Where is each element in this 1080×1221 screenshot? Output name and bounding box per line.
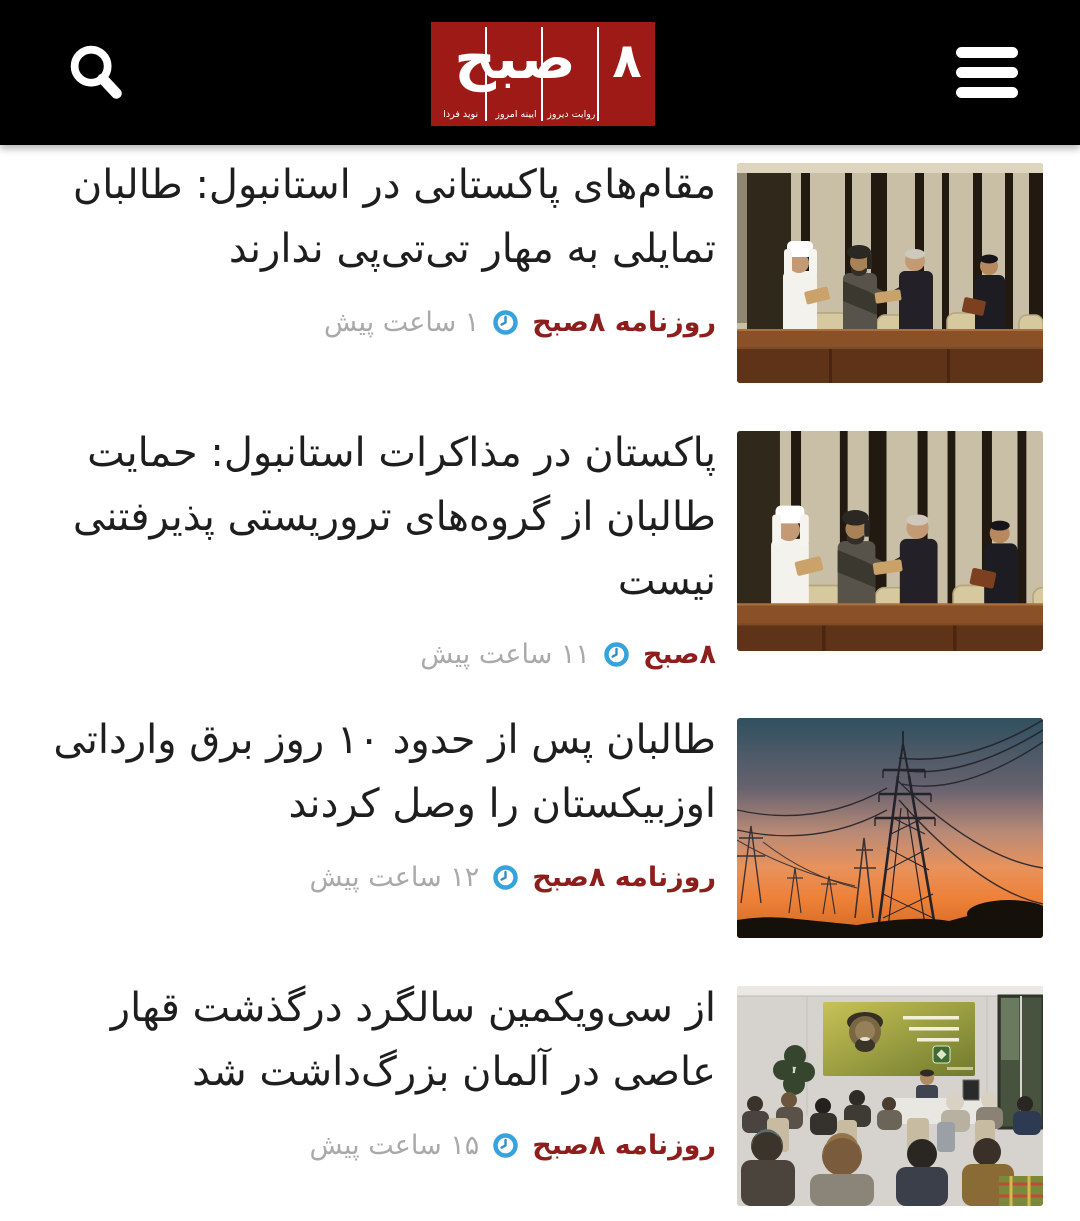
article-row — [40, 986, 1043, 1206]
article-body — [40, 718, 716, 938]
search-button[interactable] — [62, 39, 130, 107]
news-list — [0, 145, 1080, 1206]
article-thumbnail-memorial-event[interactable] — [737, 986, 1043, 1206]
logo-tagline-part: روایت دیروز — [547, 110, 596, 120]
article-timestamp: ۱۱ ساعت پیش — [420, 639, 590, 670]
article-body — [40, 163, 716, 383]
article-source-link[interactable]: روزنامه ۸صبح — [532, 307, 716, 338]
article-source-link[interactable]: روزنامه ۸صبح — [532, 862, 716, 893]
hamburger-icon — [956, 87, 1018, 98]
article-row — [40, 718, 1043, 938]
article-title-link[interactable]: از سی‌ویکمین سالگرد درگذشت قهار عاصی در آلمان بزرگ‌داشت شد — [110, 985, 716, 1095]
logo-wordmark: صبح — [454, 23, 576, 92]
menu-button[interactable] — [956, 47, 1018, 98]
article-meta — [40, 1130, 716, 1161]
article-title-link[interactable]: مقام‌های پاکستانی در استانبول: طالبان تمایلی به مهار تی‌تی‌پی ندارند — [72, 162, 716, 272]
article-title-link[interactable]: پاکستان در مذاکرات استانبول: حمایت طالبان از گروه‌های تروریستی پذیرفتنی نیست — [72, 430, 716, 604]
hamburger-icon — [956, 67, 1018, 78]
article-row — [40, 431, 1043, 670]
article-thumbnail-signing-ceremony[interactable] — [737, 163, 1043, 383]
clock-icon — [492, 864, 519, 891]
article-body — [40, 431, 716, 670]
article-meta — [40, 307, 716, 338]
article-source-link[interactable]: ۸صبح — [642, 639, 716, 670]
article-title-link[interactable]: طالبان پس از حدود ۱۰ روز برق وارداتی اوزبیکستان را وصل کردند — [53, 717, 716, 827]
article-timestamp: ۱۲ ساعت پیش — [309, 862, 480, 893]
logo-tagline — [433, 110, 599, 120]
clock-icon — [492, 309, 519, 336]
article-thumbnail-signing-ceremony-closeup[interactable] — [737, 431, 1043, 651]
logo-tagline-part: آیینه امروز — [495, 110, 537, 120]
article-body — [40, 986, 716, 1206]
memorial-event-illustration — [737, 986, 1043, 1206]
site-logo[interactable] — [431, 22, 655, 126]
clock-icon — [603, 641, 630, 668]
article-timestamp: ۱۵ ساعت پیش — [309, 1130, 480, 1161]
article-meta — [40, 862, 716, 893]
hamburger-icon — [956, 47, 1018, 58]
clock-icon — [492, 1132, 519, 1159]
article-row — [40, 163, 1043, 383]
logo-tagline-part: نوید فردا — [443, 110, 479, 120]
article-thumbnail-power-pylons[interactable] — [737, 718, 1043, 938]
signing-ceremony-closeup-illustration — [737, 431, 1043, 651]
article-timestamp: ۱ ساعت پیش — [324, 307, 480, 338]
power-pylons-sunset-illustration — [737, 718, 1043, 938]
logo-number: ۸ — [612, 32, 642, 89]
article-source-link[interactable]: روزنامه ۸صبح — [532, 1130, 716, 1161]
search-icon — [62, 39, 130, 107]
article-meta — [40, 639, 716, 670]
header — [0, 0, 1080, 145]
signing-ceremony-illustration — [737, 163, 1043, 383]
